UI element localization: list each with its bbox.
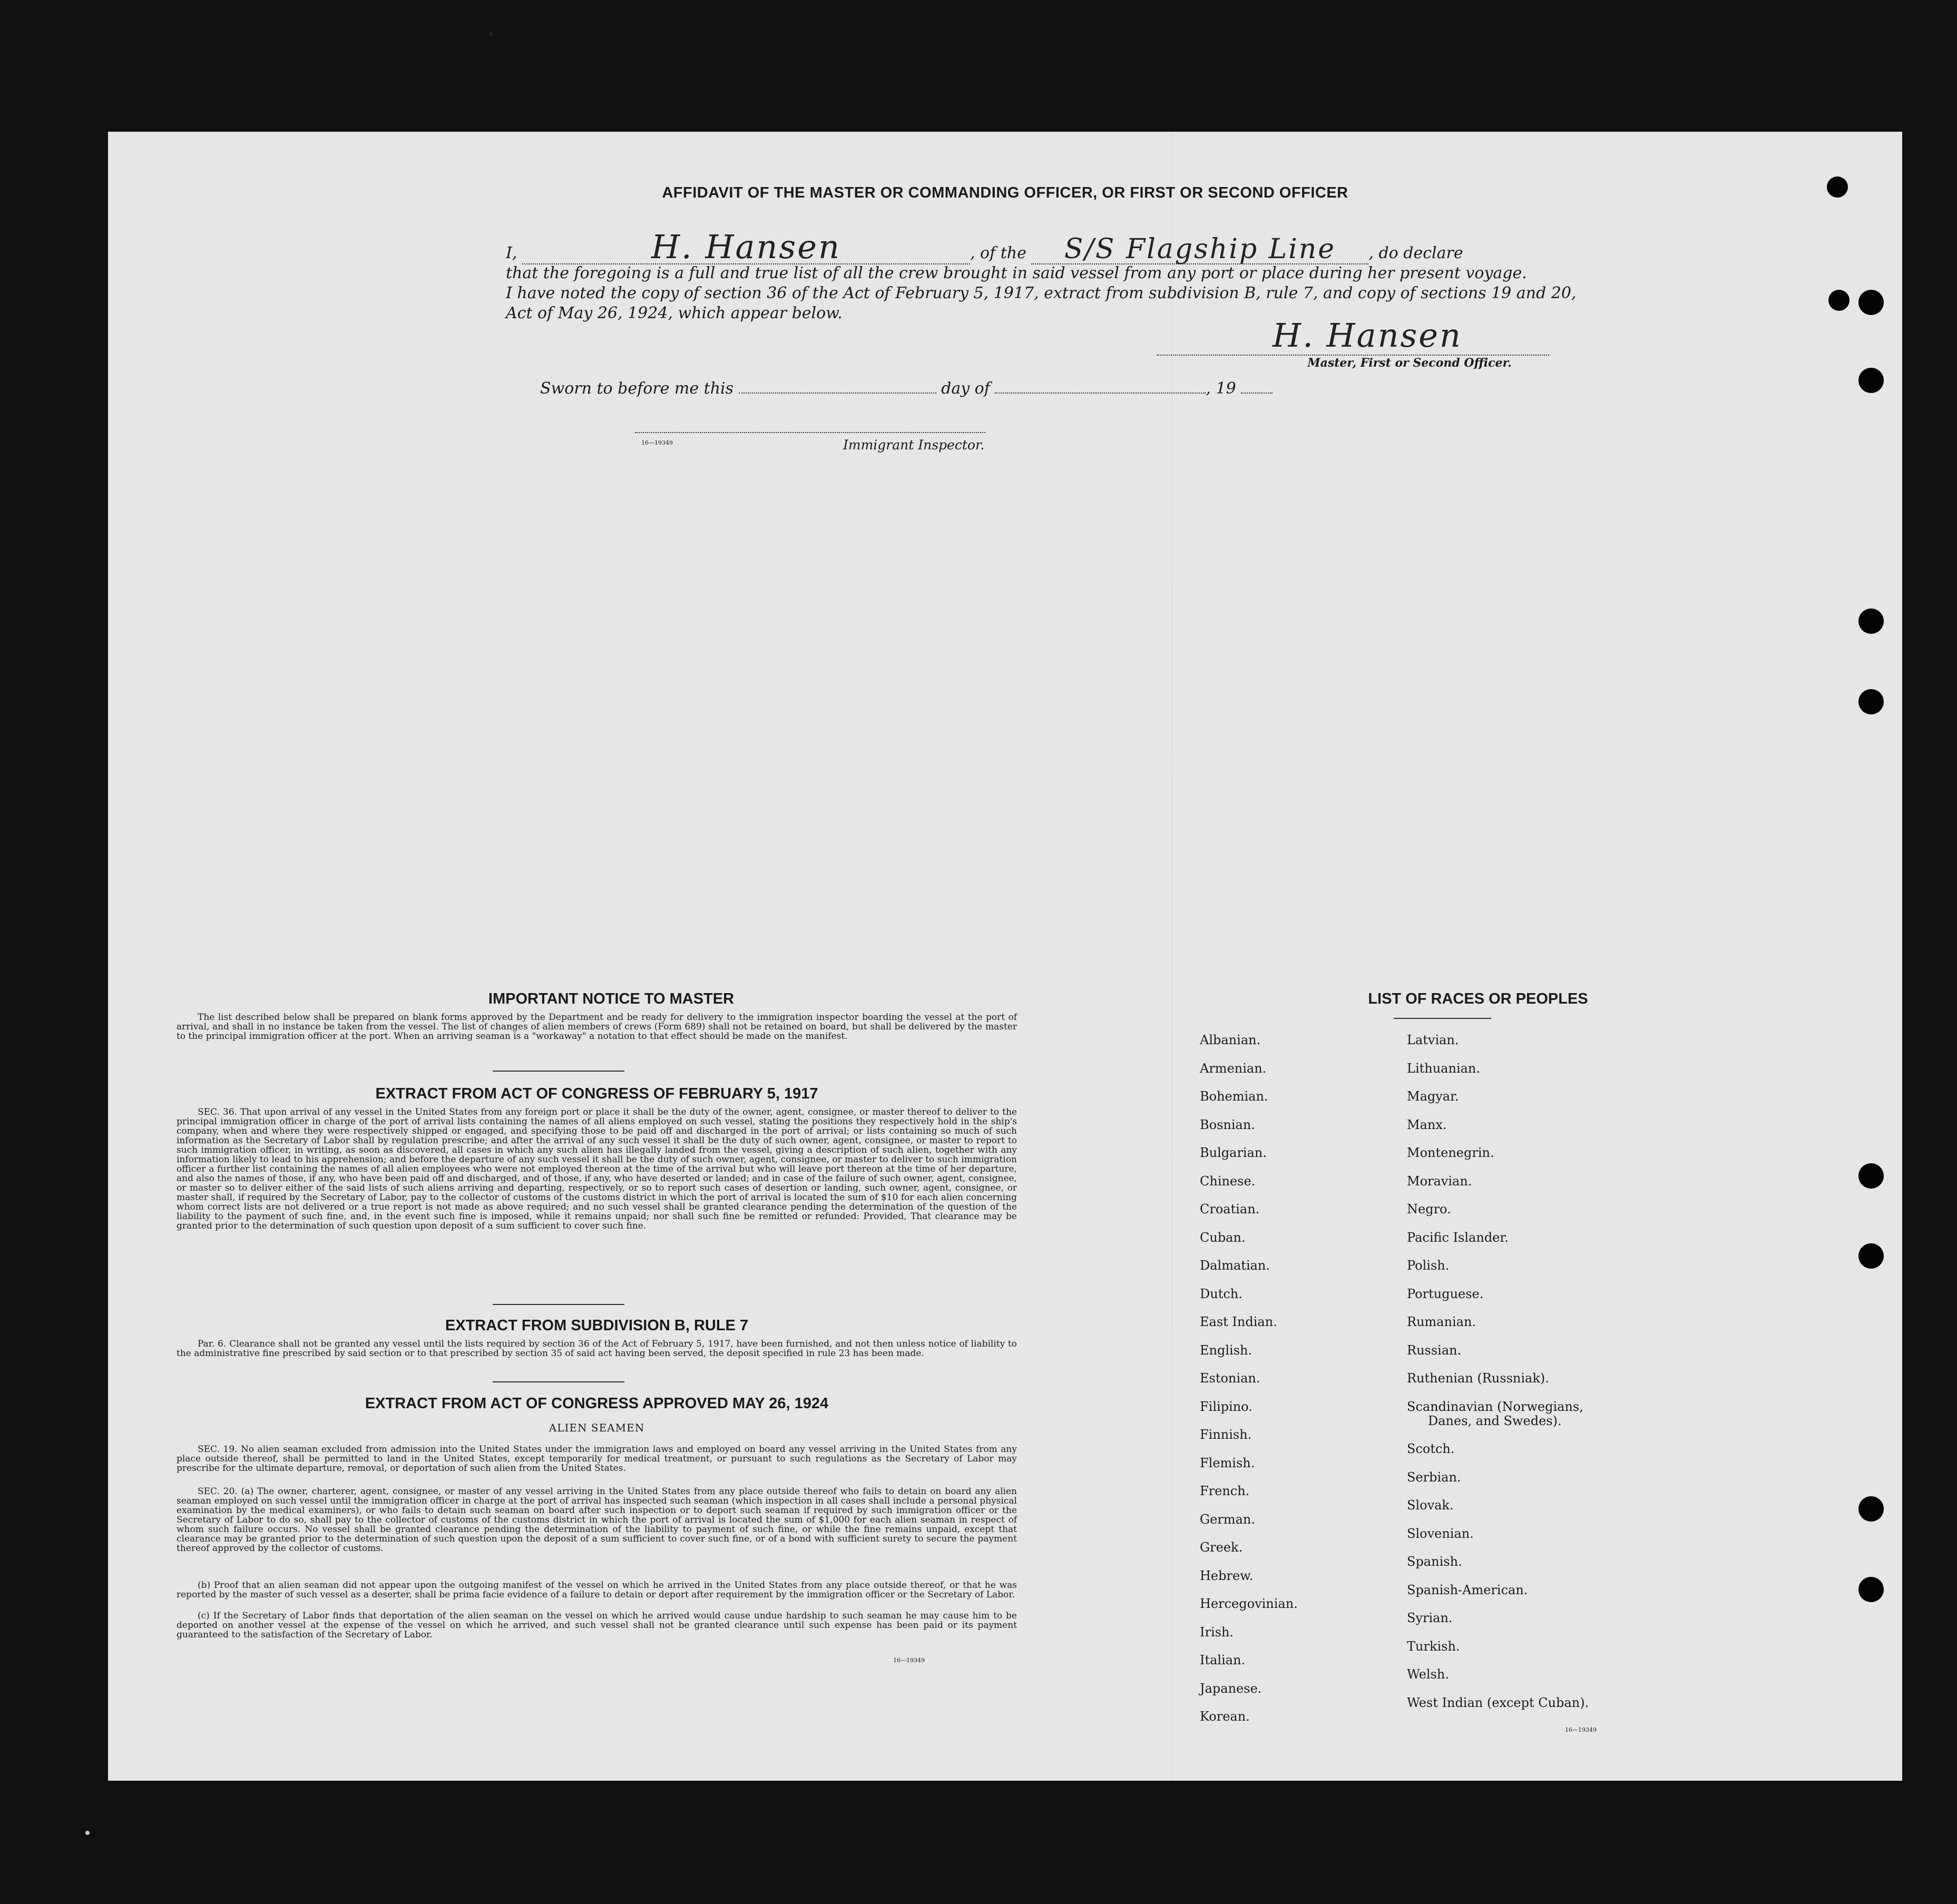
punch-hole: [1858, 689, 1884, 714]
notice-heading: IMPORTANT NOTICE TO MASTER: [488, 990, 735, 1007]
race-item: Dalmatian.: [1200, 1258, 1270, 1273]
race-item: Montenegrin.: [1407, 1145, 1494, 1160]
extract-1924-sec20c: (c) If the Secretary of Labor finds that deportation of the alien seaman on the vessel on which he arrived would cause undue hardship to such seaman he may cause him to be deported on another vessel at the expense of the vessel on which he arrived, and such vessel shall not be granted clearance until such expense has been paid or its payment guaranteed to the satisfaction of the Secretary of Labor.: [177, 1611, 1017, 1640]
race-item: Irish.: [1200, 1624, 1234, 1640]
sworn-year-label: , 19: [1206, 379, 1236, 398]
extract-rule7-heading: EXTRACT FROM SUBDIVISION B, RULE 7: [445, 1317, 749, 1334]
punch-hole: [1858, 1496, 1884, 1522]
race-item: Polish.: [1407, 1258, 1450, 1273]
vessel-name-handwritten: S/S Flagship Line: [1064, 233, 1336, 265]
race-item: Spanish.: [1407, 1554, 1462, 1569]
race-item: Albanian.: [1200, 1033, 1261, 1047]
race-item: Filipino.: [1200, 1399, 1253, 1414]
race-item: Scotch.: [1407, 1441, 1455, 1456]
affidavit-line-3: I have noted the copy of section 36 of the Act of February 5, 1917, extract from subdivision B, rule 7, and copy of sections 19 and 20,: [506, 284, 1577, 302]
races-form-number: 16—19349: [1565, 1726, 1597, 1733]
race-item: Russian.: [1407, 1342, 1462, 1358]
affidavit-title: AFFIDAVIT OF THE MASTER OR COMMANDING OFFICER, OR FIRST OR SECOND OFFICER: [662, 184, 1348, 201]
sworn-line: [540, 379, 1273, 398]
race-item: Ruthenian (Russniak).: [1407, 1371, 1549, 1386]
race-item: Danes, and Swedes).: [1428, 1413, 1562, 1428]
divider: [493, 1304, 624, 1305]
race-item: Syrian.: [1407, 1611, 1453, 1625]
race-item: Spanish-American.: [1407, 1582, 1528, 1597]
races-divider: [1394, 1018, 1491, 1019]
race-item: Serbian.: [1407, 1469, 1461, 1485]
speck: [489, 32, 493, 36]
master-caption: Master, First or Second Officer.: [1307, 356, 1512, 370]
races-heading: LIST OF RACES OR PEOPLES: [1368, 990, 1588, 1007]
race-item: German.: [1200, 1512, 1255, 1527]
extract-1924-sec19: SEC. 19. No alien seaman excluded from admission into the United States under the immigration laws and employed on board any vessel arriving in the United States from any place outside thereof, shall be permitted to land in the United States, except temporarily for medical treatment, or pursuant to such regulations as the Secretary of Labor may prescribe for the ultimate departure, removal, or deportation of such alien from the United States.: [177, 1444, 1017, 1474]
race-item: West Indian (except Cuban).: [1407, 1695, 1589, 1710]
race-item: Manx.: [1407, 1117, 1447, 1132]
race-item: Lithuanian.: [1407, 1061, 1481, 1076]
race-item: Rumanian.: [1407, 1314, 1476, 1329]
race-item: Finnish.: [1200, 1427, 1252, 1442]
affidavit-of-the: , of the: [970, 244, 1026, 262]
race-item: Hebrew.: [1200, 1568, 1254, 1583]
race-item: Magyar.: [1407, 1089, 1459, 1104]
race-item: Slovak.: [1407, 1498, 1454, 1513]
race-item: Negro.: [1407, 1202, 1451, 1216]
race-item: Latvian.: [1407, 1033, 1459, 1047]
sworn-year-field: [1241, 392, 1273, 394]
race-item: Estonian.: [1200, 1371, 1260, 1386]
master-signature-line: [1157, 355, 1549, 356]
race-item: Turkish.: [1407, 1638, 1460, 1654]
document-page: [108, 132, 1902, 1781]
divider: [493, 1381, 624, 1382]
punch-hole: [1858, 1163, 1884, 1189]
race-item: Armenian.: [1200, 1061, 1267, 1076]
extract-rule7-text: Par. 6. Clearance shall not be granted any vessel until the lists required by section 36 of the Act of February 5, 1917, have been furnished, and not then unless notice of liability to the administrative fine prescribed by said section or to that prescribed by section 35 of said act having been served, the deposit specified in rule 23 has been made.: [177, 1339, 1017, 1359]
affidavit-i: I,: [506, 244, 517, 262]
race-item: Portuguese.: [1407, 1286, 1484, 1301]
extract-1924-heading: EXTRACT FROM ACT OF CONGRESS APPROVED MAY 26, 1924: [365, 1395, 829, 1412]
punch-hole: [1858, 1577, 1884, 1602]
officer-name-field: [522, 228, 970, 266]
sworn-day-field: [739, 392, 936, 394]
affidavit-line-2: that the foregoing is a full and true list of all the crew brought in said vessel from any port or place during her present voyage.: [506, 264, 1527, 282]
extract-1917-heading: EXTRACT FROM ACT OF CONGRESS OF FEBRUARY 5, 1917: [375, 1085, 818, 1102]
race-item: Greek.: [1200, 1540, 1243, 1555]
speck: [85, 1831, 90, 1835]
divider: [493, 1071, 624, 1072]
inspector-caption: Immigrant Inspector.: [843, 437, 985, 453]
punch-hole: [1858, 1243, 1884, 1269]
race-item: Bohemian.: [1200, 1089, 1268, 1104]
race-item: Italian.: [1200, 1653, 1246, 1667]
race-item: Cuban.: [1200, 1230, 1246, 1245]
race-item: Dutch.: [1200, 1286, 1242, 1301]
race-item: Korean.: [1200, 1709, 1250, 1724]
race-item: Welsh.: [1407, 1667, 1449, 1682]
punch-hole: [1858, 609, 1884, 634]
extract-1924-sec20a: SEC. 20. (a) The owner, charterer, agent, consignee, or master of any vessel arriving in the United States from any place outside thereof who fails to detain on board any alien seaman employed on such vessel until the immigration officer in charge at the port of arrival has inspected such seaman (which inspection in all cases shall include a personal physical examination by the medical examiners), or who fails to detain such seaman on board after such inspection or to deport such seaman if required by such immigration officer or the Secretary of Labor to do so, shall pay to the collector of customs of the customs district in which the port of arrival is located the sum of $1,000 for each alien seaman in respect of whom such failure occurs. No vessel shall be granted clearance pending the determination of the liability to payment of such fine, or while the fine remains unpaid, except that clearance may be granted prior to the determination of such question upon the deposit of a sum sufficient to cover such fine, or of a bond with sufficient surety to secure the payment thereof approved by the collector of customs.: [177, 1486, 1017, 1554]
affidavit-line-4: Act of May 26, 1924, which appear below.: [506, 304, 843, 322]
race-item: French.: [1200, 1484, 1250, 1498]
extract-1917-text: SEC. 36. That upon arrival of any vessel in the United States from any foreign port or place it shall be the duty of the owner, agent, consignee, or master thereof to deliver to the principal immigration officer in charge of the port of arrival lists containing the names of all aliens employed on such vessel, stating the positions they respectively hold in the ship's company, when and where they were respectively shipped or engaged, and specifying those to be paid off and discharged in the port of arrival; or lists containing so much of such information as the Secretary of Labor shall by regulation prescribe; and after the arrival of any such vessel it shall be the duty of such owner, agent, consignee, or master to report to such immigration officer, in writing, as soon as discovered, all cases in which any such alien has illegally landed from the vessel, giving a description of such alien, together with any information likely to lead to his apprehension; and before the departure of any such vessel it shall be the duty of such owner, agent, consignee, or master to deliver to such immigration officer a further list containing the names of all alien employees who were not employed thereon at the time of the arrival but who will leave port thereon at the time of her departure, and also the names of those, if any, who have been paid off and discharged, and of those, if any, who have deserted or landed; and in case of the failure of such owner, agent, consignee, or master so to deliver either of the said lists of such aliens arriving and departing, respectively, or so to report such cases of desertion or landing, such owner, agent, consignee, or master shall, if required by the Secretary of Labor, pay to the collector of customs of the customs district in which the port of arrival is located the sum of $10 for each alien concerning whom correct lists are not delivered or a true report is not made as above required; and no such vessel shall be granted clearance pending the determination of the question of the liability to the payment of such fine, and, in the event such fine is imposed, while it remains unpaid; nor shall such fine be remitted or refunded: Provided, That clearance may be granted prior to the determination of such question upon deposit of a sum sufficient to cover such fine.: [177, 1107, 1017, 1231]
affidavit-declaration-line: [506, 228, 1612, 266]
extract-1924-sec20b: (b) Proof that an alien seaman did not appear upon the outgoing manifest of the vessel on which he arrived in the United States from any place outside thereof, or that he was reported by the master of such vessel as a deserter, shall be prima facie evidence of a failure to detain or deport after requirement by the immigration officer or the Secretary of Labor.: [177, 1580, 1017, 1600]
race-item: Scandinavian (Norwegians,: [1407, 1399, 1583, 1414]
punch-hole: [1858, 368, 1884, 393]
punch-hole: [1858, 290, 1884, 315]
sworn-month-field: [995, 392, 1206, 394]
race-item: Moravian.: [1407, 1173, 1472, 1189]
master-signature: H. Hansen: [1273, 316, 1462, 355]
race-item: East Indian.: [1200, 1314, 1277, 1329]
notice-text: The list described below shall be prepared on blank forms approved by the Department and be ready for delivery to the immigration inspector boarding the vessel at the port of arrival, and shall in no instance be taken from the vessel. The list of changes of alien members of crews (Form 689) shall not be retained on board, but shall be delivered by the master to the principal immigration officer at the port. When an arriving seaman is a "workaway" a notation to that effect should be made on the manifest.: [177, 1012, 1017, 1042]
race-item: Flemish.: [1200, 1455, 1255, 1470]
race-item: Japanese.: [1200, 1681, 1262, 1696]
officer-name-signature: H. Hansen: [651, 228, 841, 266]
race-item: Bosnian.: [1200, 1117, 1255, 1132]
race-item: Bulgarian.: [1200, 1145, 1267, 1160]
extract-form-number: 16—19349: [893, 1657, 925, 1664]
punch-hole: [1828, 290, 1850, 311]
races-right-column: [1407, 1033, 1723, 1710]
race-item: Slovenian.: [1407, 1526, 1474, 1541]
inspector-form-number: 16—19349: [641, 439, 673, 446]
race-item: Croatian.: [1200, 1202, 1260, 1216]
inspector-signature-line: [635, 432, 985, 433]
race-item: Hercegovinian.: [1200, 1596, 1298, 1611]
sworn-prefix: Sworn to before me this: [540, 379, 734, 398]
alien-seamen-subheading: ALIEN SEAMEN: [549, 1421, 645, 1434]
vessel-name-field: [1031, 233, 1368, 265]
affidavit-declare: , do declare: [1368, 244, 1463, 262]
race-item: Pacific Islander.: [1407, 1230, 1509, 1245]
race-item: English.: [1200, 1342, 1253, 1358]
sworn-day-label: day of: [941, 379, 990, 398]
races-left-column: [1200, 1033, 1411, 1724]
race-item: Chinese.: [1200, 1173, 1256, 1189]
